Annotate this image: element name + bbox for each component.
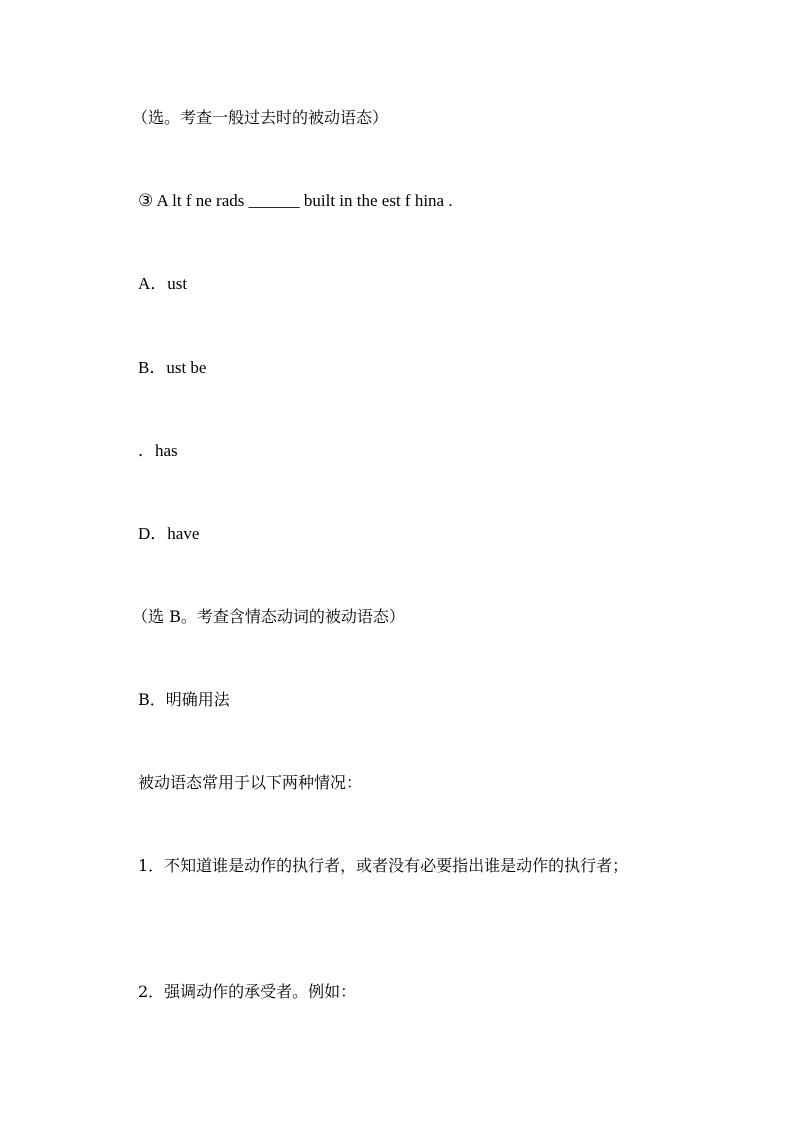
- intro-text: 被动语态常用于以下两种情况：: [138, 773, 363, 792]
- usage-point-2: 2．强调动作的承受者。例如：: [138, 982, 357, 1001]
- option-d: D．have: [138, 524, 200, 543]
- option-c: ．has: [138, 441, 178, 460]
- option-b: B．ust be: [138, 358, 207, 377]
- answer-note-2: （选 B。考查含情态动词的被动语态）: [132, 607, 405, 626]
- question-3: ③ A lt f ne rads ______ built in the est f hina .: [138, 191, 453, 210]
- section-heading-b: B．明确用法: [138, 690, 230, 709]
- answer-note-1: （选。考查一般过去时的被动语态）: [132, 108, 389, 127]
- usage-point-1: 1．不知道谁是动作的执行者，或者没有必要指出谁是动作的执行者；: [138, 856, 629, 875]
- option-a: A．ust: [138, 274, 188, 293]
